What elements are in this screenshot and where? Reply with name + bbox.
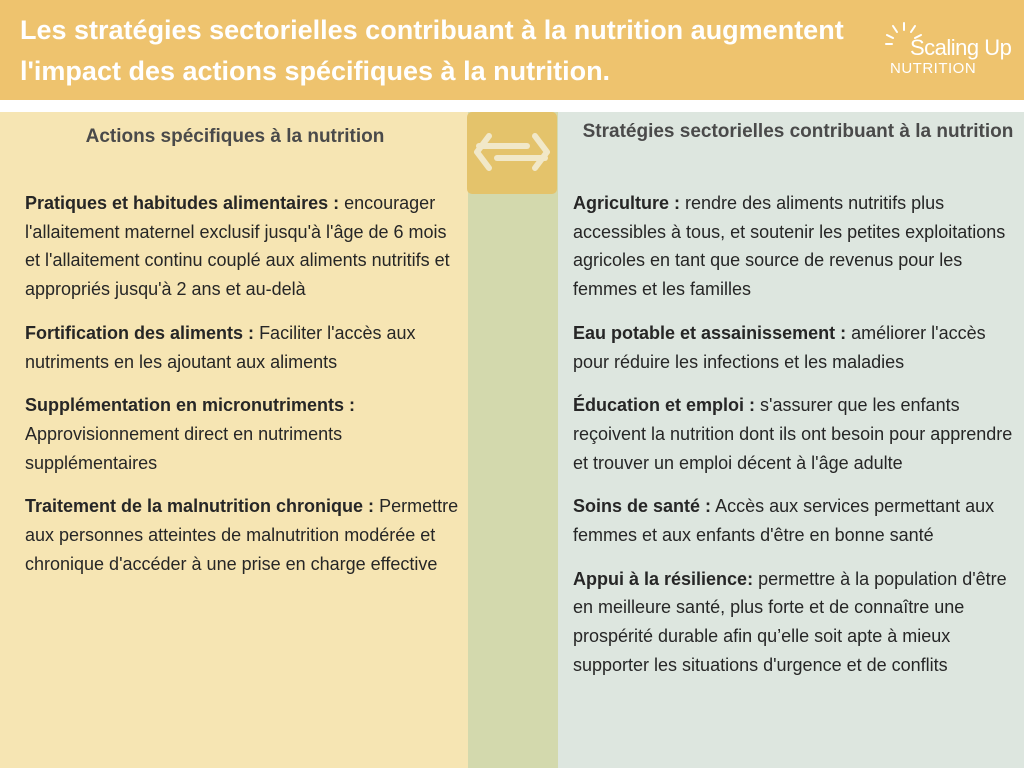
double-arrow-icon	[467, 112, 557, 194]
left-item-list	[25, 189, 461, 593]
item-title: Soins de santé :	[573, 496, 712, 517]
list-item	[573, 189, 1024, 304]
item-title: Fortification des aliments :	[25, 322, 255, 343]
item-title: Appui à la résilience:	[573, 568, 754, 589]
logo-scaling-text: Scaling Up	[910, 35, 1012, 60]
right-item-list	[573, 189, 1024, 695]
item-text: s'assurer que les enfants reçoivent la nutrition dont ils ont besoin pour apprendre et trouver un emploi décent à l'âge adulte	[573, 395, 1013, 473]
list-item	[25, 319, 461, 376]
item-title: Pratiques et habitudes alimentaires :	[25, 193, 340, 213]
item-text: Faciliter l'accès aux nutriments en les ajoutant aux aliments	[25, 322, 416, 372]
list-item	[573, 391, 1024, 477]
header-bar	[0, 0, 1024, 100]
item-text: permettre à la population d'être en meilleure santé, plus forte et de connaître une prospérité durable afin qu’elle soit apte à mieux supporter les situations d'urgence et de conflits	[573, 568, 1007, 675]
item-title: Éducation et emploi :	[573, 395, 756, 416]
list-item	[573, 565, 1024, 680]
logo-nutrition-text: NUTRITION	[890, 60, 977, 77]
list-item	[25, 492, 461, 578]
item-title: Eau potable et assainissement :	[573, 322, 847, 343]
scaling-up-nutrition-logo	[884, 18, 1020, 84]
middle-band	[468, 112, 558, 768]
item-text: Approvisionnement direct en nutriments supplémentaires	[25, 423, 343, 473]
item-title: Supplémentation en micronutriments :	[25, 395, 356, 416]
header-separator	[0, 100, 1024, 112]
item-title: Traitement de la malnutrition chronique :	[25, 496, 375, 517]
list-item	[25, 189, 461, 304]
item-text: Accès aux services permettant aux femmes et aux enfants d'être en bonne santé	[573, 496, 995, 546]
item-title: Agriculture :	[573, 193, 681, 213]
slide-title: Les stratégies sectorielles contribuant à la nutrition augmentent l'impact des actions spécifiques à la nutrition.	[20, 15, 844, 86]
list-item	[573, 319, 1024, 376]
double-arrow-box	[467, 112, 557, 194]
item-text: Permettre aux personnes atteintes de malnutrition modérée et chronique d'accéder à une prise en charge effective	[25, 496, 459, 574]
list-item	[573, 492, 1024, 549]
item-text: rendre des aliments nutritifs plus accessibles à tous, et soutenir les petites exploitations agricoles en tant que source de revenus pour les femmes et les familles	[573, 193, 1006, 300]
left-column-heading: Actions spécifiques à la nutrition	[85, 126, 385, 147]
item-text: encourager l'allaitement maternel exclusif jusqu'à l'âge de 6 mois et l'allaitement continu couplé aux aliments nutritifs et appropriés jusqu'à 2 ans et au-delà	[25, 193, 450, 300]
list-item	[25, 391, 461, 477]
item-text: améliorer l'accès pour réduire les infections et les maladies	[573, 322, 986, 372]
right-column-heading: Stratégies sectorielles contribuant à la nutrition	[582, 121, 1014, 142]
